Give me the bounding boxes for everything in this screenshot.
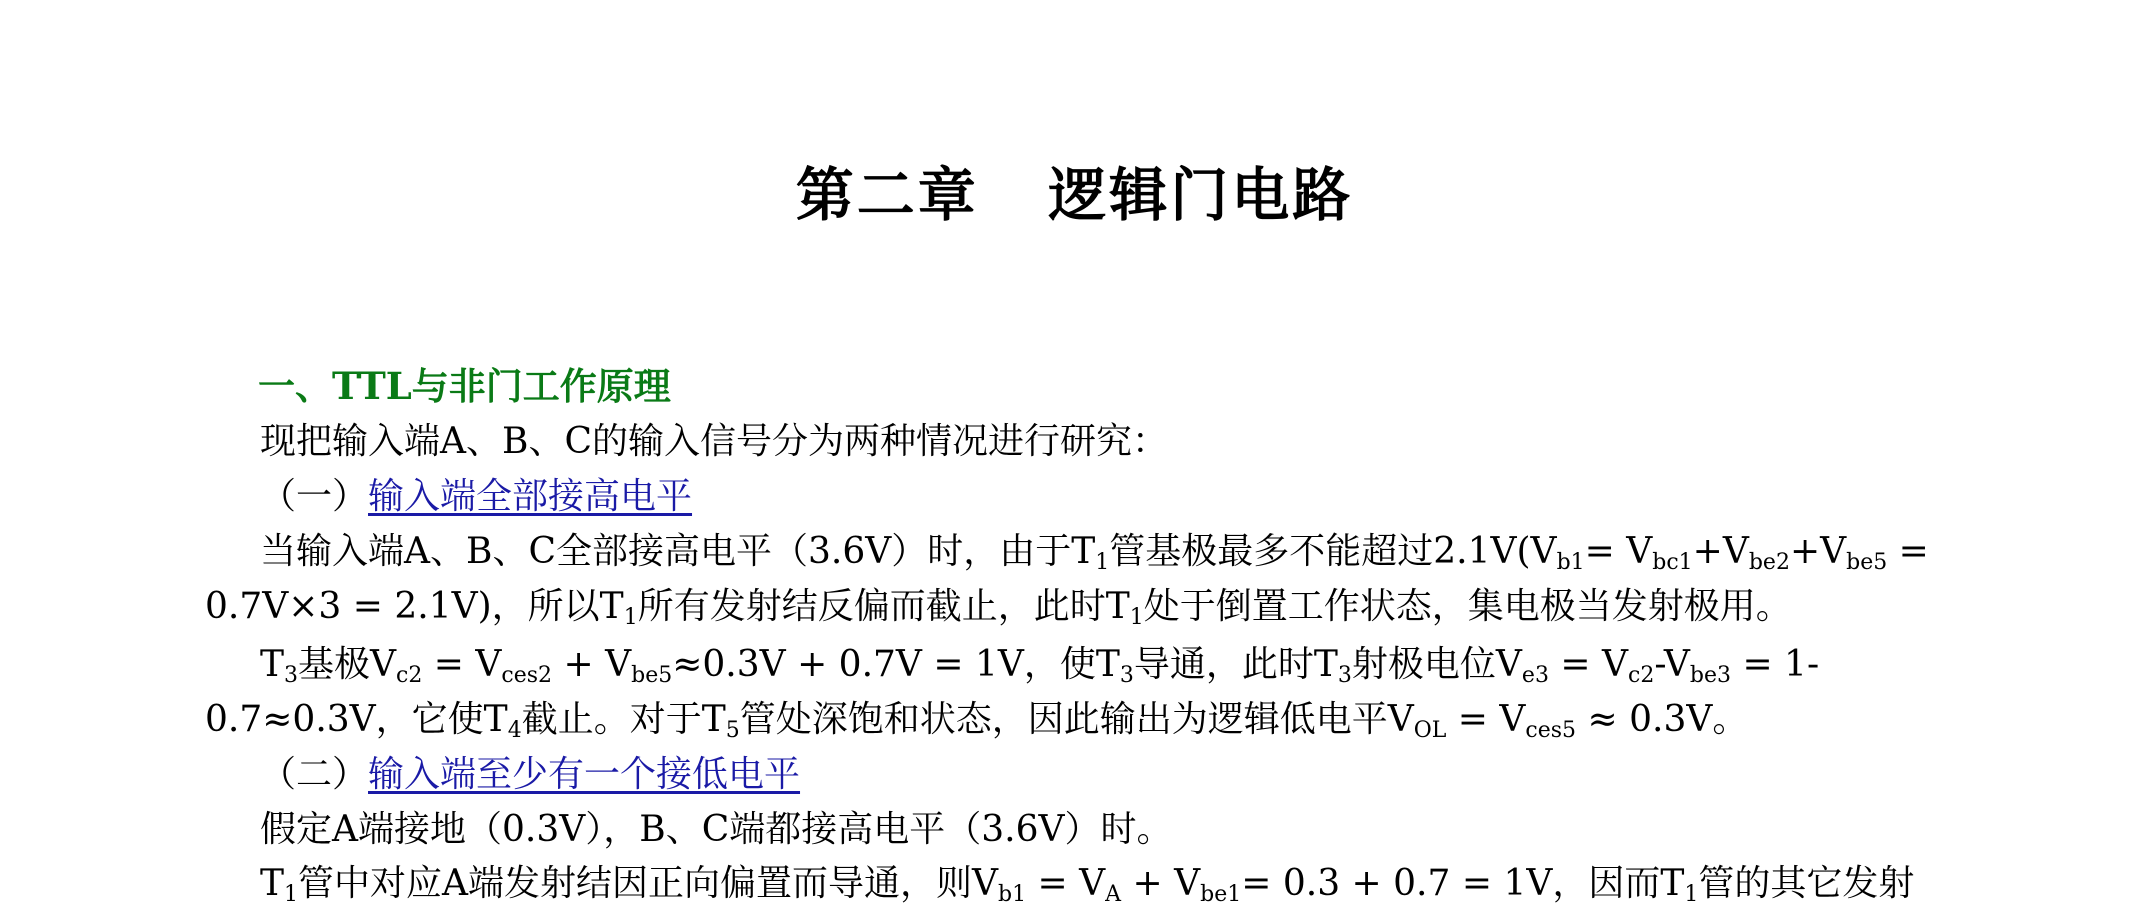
subscript: e3 xyxy=(1521,663,1549,688)
text: + V xyxy=(552,644,632,685)
case2-subheading xyxy=(260,753,800,797)
subscript: c2 xyxy=(396,663,423,688)
text: +V xyxy=(1789,531,1847,572)
text: 管基极最多不能超过2.1V(V xyxy=(1109,531,1557,572)
text: T xyxy=(260,863,285,904)
text: 截止。对于T xyxy=(521,699,726,740)
text: = V xyxy=(1584,531,1653,572)
subscript: 4 xyxy=(507,718,522,743)
subscript: 1 xyxy=(284,882,299,907)
subscript: 1 xyxy=(1095,550,1110,575)
subscript: 5 xyxy=(725,718,740,743)
subscript: 1 xyxy=(1684,882,1699,907)
text: 处于倒置工作状态，集电极当发射极用。 xyxy=(1143,586,1792,627)
text: = V xyxy=(1446,699,1526,740)
text: = 0.3 + 0.7 = 1V，因而T xyxy=(1241,863,1685,904)
subscript: 1 xyxy=(1129,605,1144,630)
text: 管的其它发射 xyxy=(1698,863,1915,904)
case2-prefix: （二） xyxy=(260,754,369,795)
paragraph-1-line-1 xyxy=(260,530,1929,574)
subscript: be2 xyxy=(1748,550,1790,575)
text: ≈0.3V + 0.7V = 1V，使T xyxy=(672,644,1120,685)
paragraph-3 xyxy=(260,808,1173,852)
paragraph-1-line-2 xyxy=(205,585,1792,629)
text: T xyxy=(260,644,285,685)
case1-subheading xyxy=(260,475,692,519)
text: 基极V xyxy=(298,644,397,685)
paragraph-2-line-2 xyxy=(205,698,1748,742)
chapter-title: 第二章 逻辑门电路 xyxy=(795,161,1354,229)
case2-link[interactable]: 输入端至少有一个接低电平 xyxy=(368,754,801,795)
intro-paragraph xyxy=(260,420,1168,464)
text: 假定A端接地（0.3V），B、C端都接高电平（3.6V）时。 xyxy=(260,809,1173,850)
text: + V xyxy=(1121,863,1201,904)
subscript: bc1 xyxy=(1652,550,1693,575)
text: = V xyxy=(1026,863,1106,904)
text: ≈ 0.3V。 xyxy=(1576,699,1749,740)
paragraph-2-line-1 xyxy=(260,643,1819,687)
text: +V xyxy=(1692,531,1749,572)
subscript: 1 xyxy=(623,605,638,630)
text: 当输入端A、B、C全部接高电平（3.6V）时，由于T xyxy=(260,531,1096,572)
case1-link[interactable]: 输入端全部接高电平 xyxy=(368,476,693,517)
subscript: b1 xyxy=(1556,550,1585,575)
text: = 1- xyxy=(1731,644,1820,685)
subscript: b1 xyxy=(998,882,1027,907)
subscript: ces5 xyxy=(1525,718,1577,743)
subscript: be5 xyxy=(631,663,673,688)
paragraph-4-line-1 xyxy=(260,862,1914,906)
case1-prefix: （一） xyxy=(260,476,369,517)
text: 0.7V×3 = 2.1V)，所以T xyxy=(205,586,624,627)
subscript: OL xyxy=(1413,718,1447,743)
subscript: 3 xyxy=(1119,663,1134,688)
subscript: c2 xyxy=(1628,663,1655,688)
intro-text: 现把输入端A、B、C的输入信号分为两种情况进行研究： xyxy=(260,421,1168,462)
section-heading: 一、TTL与非门工作原理 xyxy=(258,364,671,408)
text: = V xyxy=(1548,644,1629,685)
subscript: be3 xyxy=(1689,663,1731,688)
text: 所有发射结反偏而截止，此时T xyxy=(637,586,1130,627)
text: -V xyxy=(1654,644,1690,685)
text: = xyxy=(1887,531,1929,572)
subscript: be5 xyxy=(1846,550,1888,575)
subscript: ces2 xyxy=(501,663,553,688)
subscript: be1 xyxy=(1200,882,1242,907)
text: = V xyxy=(422,644,502,685)
text: 管中对应A端发射结因正向偏置而导通，则V xyxy=(298,863,999,904)
subscript: A xyxy=(1105,882,1122,907)
text: 射极电位V xyxy=(1351,644,1522,685)
subscript: 3 xyxy=(284,663,299,688)
subscript: 3 xyxy=(1337,663,1352,688)
text: 管处深饱和状态，因此输出为逻辑低电平V xyxy=(739,699,1414,740)
text: 0.7≈0.3V，它使T xyxy=(205,699,508,740)
text: 导通，此时T xyxy=(1133,644,1338,685)
